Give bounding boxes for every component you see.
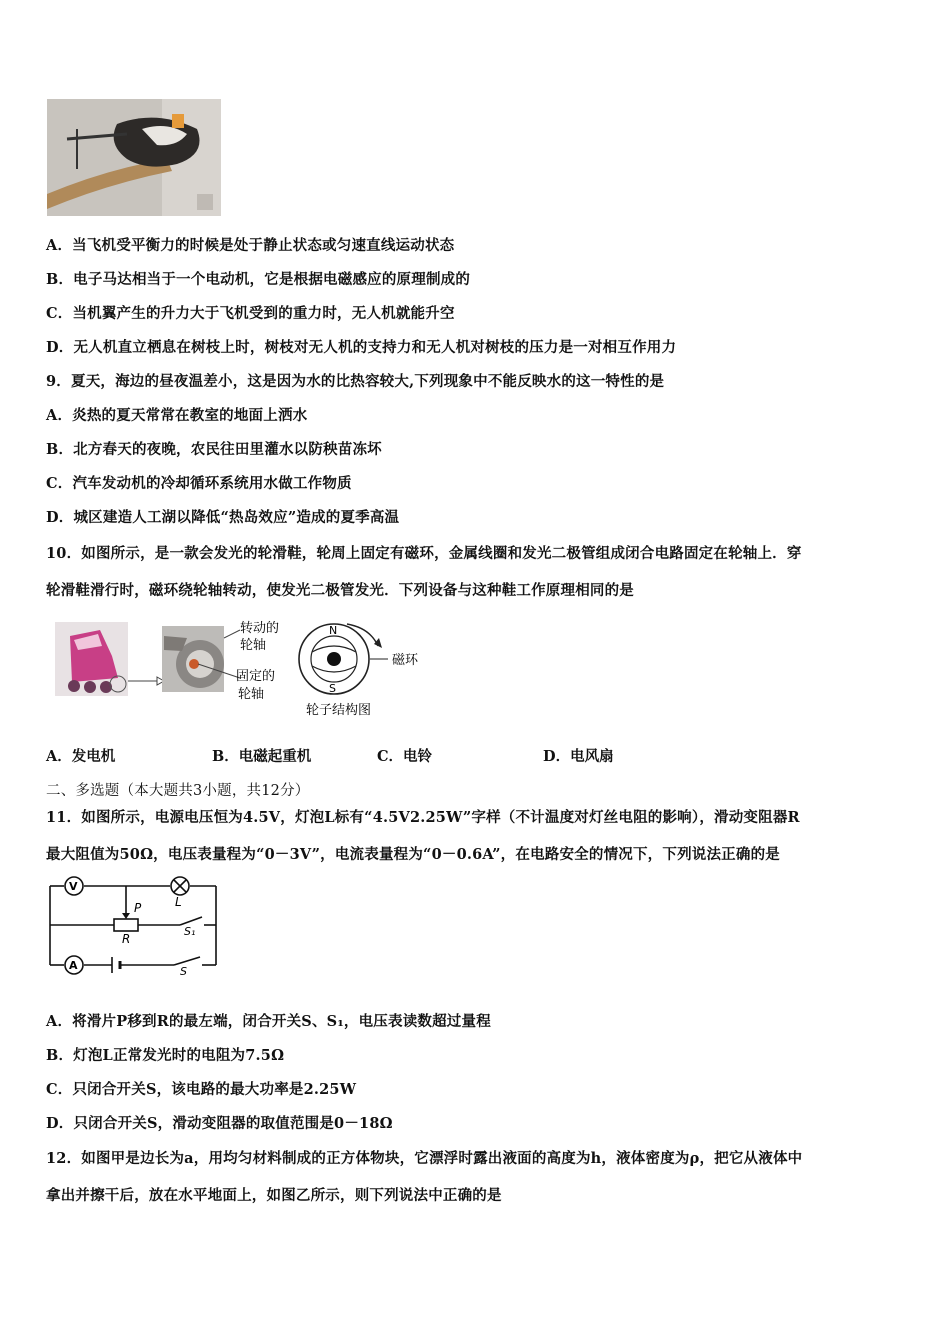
- q11-stem-line2: 最大阻值为50Ω，电压表量程为“0－3V”，电流表量程为“0－0.6A”，在电路安全的情况下，下列说法正确的是: [46, 846, 780, 863]
- label-rotating-axle-1: 转动的: [240, 621, 280, 636]
- label-fixed-axle-1: 固定的: [236, 669, 276, 684]
- lamp-label: L: [175, 895, 182, 909]
- q9-option-a: A．炎热的夏天常常在教室的地面上洒水: [46, 407, 308, 424]
- rheostat-label: R: [122, 932, 131, 946]
- q11-option-d: D．只闭合开关S，滑动变阻器的取值范围是0－18Ω: [46, 1115, 393, 1132]
- figure-caption: 轮子结构图: [306, 703, 372, 718]
- q8-option-b: B．电子马达相当于一个电动机，它是根据电磁感应的原理制成的: [46, 271, 471, 288]
- q9-option-c: C．汽车发动机的冷却循环系统用水做工作物质: [46, 475, 352, 492]
- q8-option-c: C．当机翼产生的升力大于飞机受到的重力时，无人机就能升空: [46, 305, 455, 322]
- q12-stem-line2: 拿出并擦干后，放在水平地面上，如图乙所示，则下列说法中正确的是: [46, 1187, 502, 1204]
- q11-stem-line1: 11．如图所示，电源电压恒为4.5V，灯泡L标有“4.5V2.25W”字样（不计温度对灯丝电阻的影响），滑动变阻器R: [46, 809, 800, 826]
- q11-option-c: C．只闭合开关S，该电路的最大功率是2.25W: [46, 1081, 357, 1098]
- q11-option-a: A．将滑片P移到R的最左端，闭合开关S、S₁，电压表读数超过量程: [46, 1013, 491, 1030]
- drone-photo: [47, 99, 221, 216]
- q8-option-a: A．当飞机受平衡力的时候是处于静止状态或匀速直线运动状态: [46, 237, 455, 254]
- q9-option-b: B．北方春天的夜晚，农民往田里灌水以防秧苗冻坏: [46, 441, 382, 458]
- q11-circuit: [44, 873, 222, 979]
- q10-option-b: B．电磁起重机: [212, 748, 312, 765]
- wheel-structure-diagram: [299, 624, 388, 694]
- q10-option-c: C．电铃: [377, 748, 433, 765]
- label-north: N: [329, 624, 338, 637]
- q10-stem-line2: 轮滑鞋滑行时，磁环绕轮轴转动，使发光二极管发光．下列设备与这种鞋工作原理相同的是: [46, 582, 634, 599]
- q10-option-a: A．发电机: [46, 748, 116, 765]
- circuit-drawing: [44, 873, 222, 979]
- label-magnet-ring: 磁环: [392, 653, 419, 668]
- ammeter-label: A: [69, 959, 78, 972]
- q8-option-d: D．无人机直立栖息在树枝上时，树枝对无人机的支持力和无人机对树枝的压力是一对相互作用力: [46, 339, 677, 356]
- label-south: S: [329, 682, 336, 695]
- label-rotating-axle-2: 轮轴: [240, 638, 267, 653]
- drone-photo-drawing: [47, 99, 221, 216]
- switch-label: S: [180, 965, 187, 978]
- switch1-label: S₁: [184, 925, 196, 938]
- q10-option-d: D．电风扇: [543, 748, 614, 765]
- q11-option-b: B．灯泡L正常发光时的电阻为7.5Ω: [46, 1047, 285, 1064]
- q10-figure-drawing: [52, 616, 432, 722]
- q9-stem: 9．夏天，海边的昼夜温差小，这是因为水的比热容较大,下列现象中不能反映水的这一特性的是: [46, 373, 665, 390]
- label-fixed-axle-2: 轮轴: [238, 687, 265, 702]
- q9-option-d: D．城区建造人工湖以降低“热岛效应”造成的夏季高温: [46, 509, 400, 526]
- q12-stem-line1: 12．如图甲是边长为a，用均匀材料制成的正方体物块，它漂浮时露出液面的高度为h，液体密度为ρ，把它从液体中: [46, 1150, 803, 1167]
- section-heading: 二、多选题（本大题共3小题，共12分）: [46, 783, 310, 799]
- q10-figure: [52, 616, 432, 722]
- slider-arrowhead: [122, 913, 130, 919]
- q10-stem-line1: 10．如图所示，是一款会发光的轮滑鞋，轮周上固定有磁环，金属线圈和发光二极管组成闭合电路固定在轮轴上．穿: [46, 545, 802, 562]
- slider-label: P: [134, 901, 142, 915]
- voltmeter-label: V: [69, 880, 78, 893]
